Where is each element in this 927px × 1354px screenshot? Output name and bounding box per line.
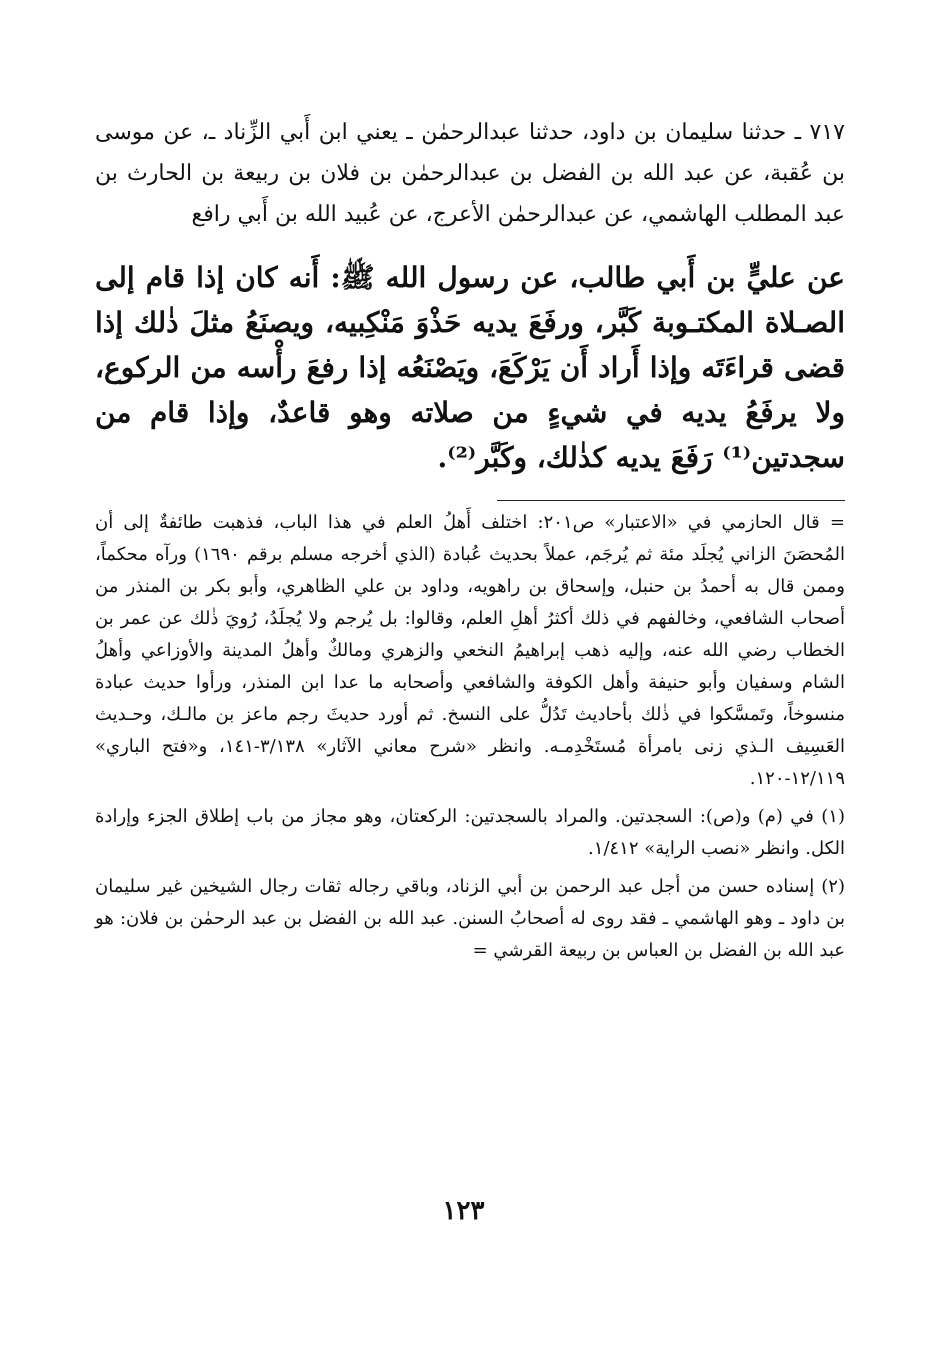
hadith-isnad-block bbox=[95, 112, 845, 235]
document-page bbox=[95, 112, 845, 967]
hadith-matn-block bbox=[95, 255, 845, 480]
hadith-isnad: ٧١٧ ـ حدثنا سليمان بن داود، حدثنا عبدالرحمٰن ـ يعني ابن أَبي الزِّناد ـ، عن موسى بن عُقبة، عن عبد الله بن الفضل بن عبدالرحمٰن بن فلان بن ربيعة بن الحارث بن عبد المطلب الهاشمي، عن عبدالرحمٰن الأعرج، عن عُبيد الله بن أَبي رافع bbox=[95, 120, 845, 227]
footnote-1: (١) في (م) و(ص): السجدتين. والمراد بالسجدتين: الركعتان، وهو مجاز من باب إطلاق الجزء وإرادة الكل. وانظر «نصب الراية» ١/٤١٢. bbox=[95, 806, 845, 859]
footnote-divider bbox=[497, 500, 845, 501]
footnote-2: (٢) إسناده حسن من أجل عبد الرحمن بن أبي الزناد، وباقي رجاله ثقات رجال الشيخين غير سليمان بن داود ـ وهو الهاشمي ـ فقد روى له أصحابُ السنن. عبد الله بن الفضل بن عبد الرحمٰن بن فلان: هو عبد الله بن الفضل بن العباس بن ربيعة القرشي = bbox=[95, 876, 846, 961]
hadith-matn: عن عليٍّ بن أَبي طالب، عن رسول الله ﷺ: أَنه كان إذا قام إلى الصـلاة المكتـوبة كَبَّر، ورفَعَ يديه حَذْوَ مَنْكِبيه، ويصنَعُ مثلَ ذٰلك إذا قضى قراءَتَه وإذا أَراد أَن يَرْكَعَ، ويَصْنَعُه إذا رفعَ رأْسه من الركوع، ولا يرفَعُ يديه في شيءٍ من صلاته وهو قاعدٌ، وإذا قام من سجدتين⁽¹⁾ رَفَعَ يديه كذٰلك، وكَبَّر⁽²⁾. bbox=[95, 261, 845, 474]
footnotes-section bbox=[95, 507, 845, 967]
page-number: ١٢٣ bbox=[442, 1196, 485, 1226]
footnote-continued: = قال الحازمي في «الاعتبار» ص٢٠١: اختلف أَهلُ العلم في هذا الباب، فذهبت طائفةٌ إلى أن المُحصَنَ الزاني يُجلَد مئة ثم يُرجَم، عملاً بحديث عُبادة (الذي أخرجه مسلم برقم ١٦٩٠) ورآه محكماً، وممن قال به أحمدُ بن حنبل، وإسحاق بن راهويه، وداود بن علي الظاهري، وأبو بكر بن المنذر من أصحاب الشافعي، وخالفهم في ذلك أكثرُ أهلِ العلم، وقالوا: بل يُرجم ولا يُجلَدُ، رُويَ ذٰلك عن عمر بن الخطاب رضي الله عنه، وإليه ذهب إبراهيمُ النخعي والزهري ومالكٌ وأهلُ المدينة والأوزاعي وأهلُ الشام وسفيان وأبو حنيفة وأهل الكوفة والشافعي وأصحابه ما عدا ابن المنذر، ورأوا حديث عبادة منسوخاً، وتَمسَّكوا في ذٰلك بأحاديث تَدُلُّ على النسخ. ثم أورد حديثَ رجم ماعز بن مالـك، وحـديث العَسِيف الـذي زنى بامرأة مُستَخْدِمـه. وانظر «شرح معاني الآثار» ٣/١٣٨-١٤١، و«فتح الباري» ١٢/١١٩-١٢٠. bbox=[95, 512, 846, 789]
